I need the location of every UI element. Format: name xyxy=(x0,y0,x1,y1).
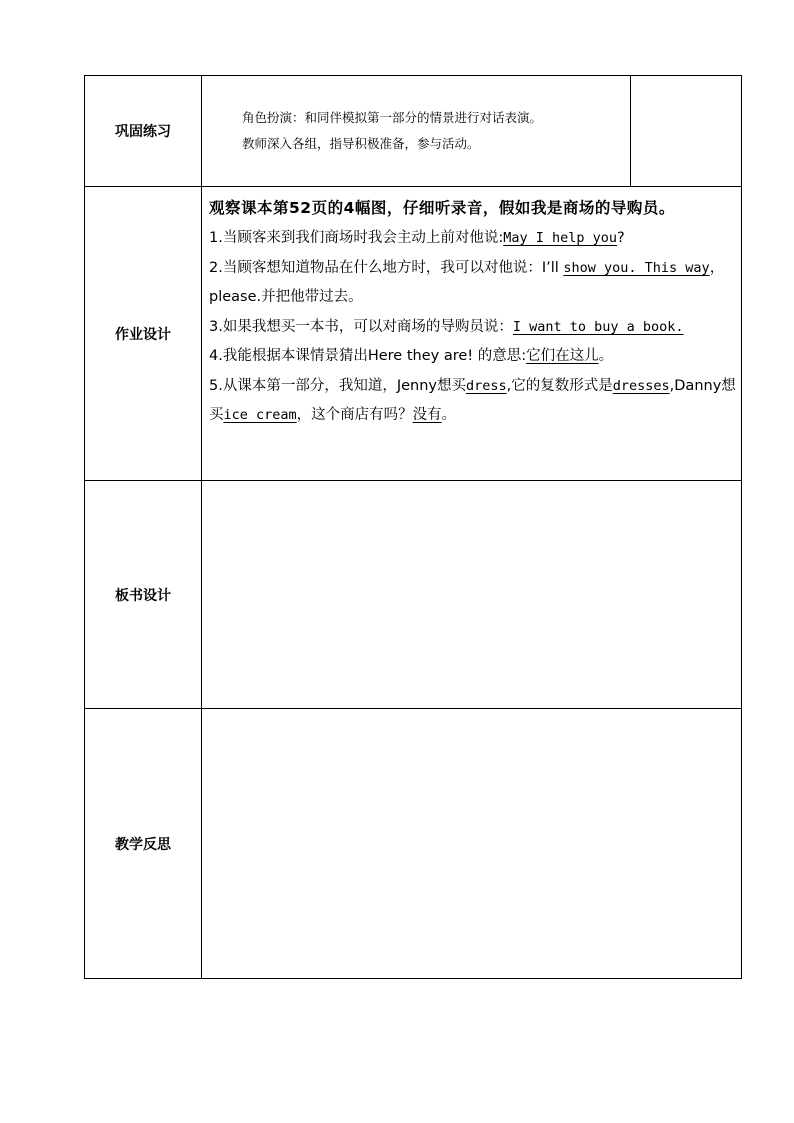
answer-blank: dress xyxy=(466,377,507,394)
answer-blank: I want to buy a book. xyxy=(512,318,684,335)
homework-content-cell xyxy=(202,187,742,481)
homework-item-2: 2.当顾客想知道物品在什么地方时，我可以对他说：I’ll show you. This way，please.并把他带过去。 xyxy=(209,259,725,305)
practice-content-cell xyxy=(202,76,742,187)
practice-inner-table xyxy=(202,76,741,186)
practice-text xyxy=(202,76,631,186)
row-label-reflection: 教学反思 xyxy=(85,709,202,979)
practice-line-1: 角色扮演：和同伴模拟第一部分的情景进行对话表演。 xyxy=(242,110,543,125)
table-row xyxy=(85,76,742,187)
practice-line-2: 教师深入各组，指导积极准备，参与活动。 xyxy=(242,136,480,151)
table-row xyxy=(85,187,742,481)
answer-blank: show you. This way xyxy=(563,259,710,276)
homework-item-5: 5.从课本第一部分，我知道，Jenny想买dress,它的复数形式是dresses,Danny想买ice cream，这个商店有吗？没有。 xyxy=(209,377,736,423)
answer-blank: dresses xyxy=(612,377,670,394)
table-row xyxy=(85,709,742,979)
row-label-board-design: 板书设计 xyxy=(85,481,202,709)
homework-item-4: 4.我能根据本课情景猜出Here they are! 的意思:它们在这儿。 xyxy=(209,348,614,364)
answer-blank: ice cream xyxy=(223,407,297,423)
homework-item-3: 3.如果我想买一本书，可以对商场的导购员说：I want to buy a book. xyxy=(209,318,684,335)
answer-blank: May I help you xyxy=(503,230,618,246)
row-label-homework: 作业设计 xyxy=(85,187,202,481)
lesson-plan-table xyxy=(84,75,742,979)
table-row xyxy=(85,481,742,709)
row-label-practice: 巩固练习 xyxy=(85,76,202,187)
board-design-cell xyxy=(202,481,742,709)
answer-blank: 没有 xyxy=(412,407,442,423)
practice-side-cell xyxy=(631,76,742,186)
homework-heading: 观察课本第52页的4幅图，仔细听录音，假如我是商场的导购员。 xyxy=(209,199,675,217)
homework-item-1: 1.当顾客来到我们商场时我会主动上前对他说:May I help you? xyxy=(209,230,625,246)
answer-blank: 它们在这儿 xyxy=(526,348,599,364)
reflection-cell xyxy=(202,709,742,979)
